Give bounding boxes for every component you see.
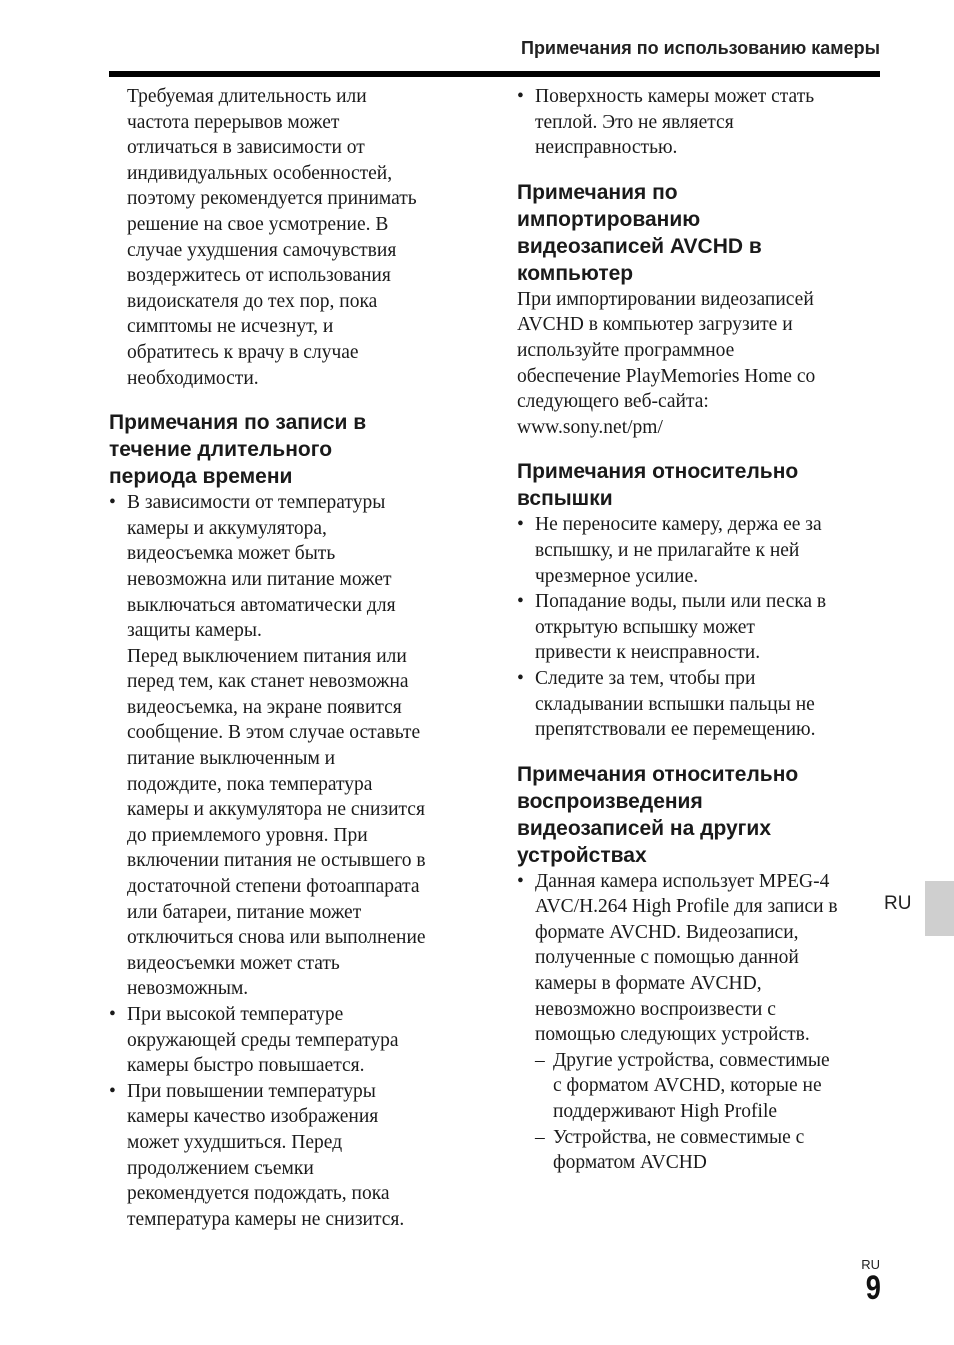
list-item: [109, 1002, 481, 1079]
right-column: [517, 84, 883, 1176]
list-item: [517, 869, 883, 1176]
text-line: невозможным.: [127, 978, 249, 1000]
list-item: [517, 84, 883, 161]
text-line: решение на свое усмотрение. В: [127, 213, 389, 235]
text-line: чрезмерное усилие.: [535, 565, 699, 587]
text-line: камеры и аккумулятора,: [127, 517, 327, 539]
text-line: может ухудшиться. Перед: [127, 1131, 343, 1153]
text-line: формате AVCHD. Видеозаписи,: [535, 921, 799, 943]
text-line: видеосъемка, на экране появится: [127, 696, 402, 718]
text-line: • В зависимости от температуры: [127, 492, 386, 514]
text-line: или батареи, питание может: [127, 901, 362, 923]
text-line: температура камеры не снизится.: [127, 1208, 405, 1230]
text-line: поэтому рекомендуется принимать: [127, 188, 417, 210]
heading-line: вспышки: [517, 487, 613, 511]
heading-line: видеозаписей AVCHD в: [517, 234, 762, 258]
text-line: • Следите за тем, чтобы при: [535, 667, 756, 689]
text-line: до приемлемого уровня. При: [127, 824, 368, 846]
heading-line: Примечания относительно: [517, 460, 799, 484]
text-line: открытую вспышку может: [535, 616, 755, 638]
side-tab-label: RU: [884, 893, 912, 914]
text-line: сообщение. В этом случае оставьте: [127, 722, 421, 744]
heading-line: Примечания относительно: [517, 762, 799, 786]
text-line: воздержитесь от использования: [127, 265, 391, 287]
text-line: подождите, пока температура: [127, 773, 373, 795]
text-line: продолжением съемки: [127, 1157, 314, 1179]
avchd-import-paragraph: [517, 287, 883, 441]
text-line: вспышку, и не прилагайте к ней: [535, 539, 800, 561]
heading-line: импортированию: [517, 207, 701, 231]
text-line: видеосъемка может быть: [127, 543, 336, 565]
text-line: с форматом AVCHD, которые не: [553, 1075, 822, 1097]
text-line: обеспечение PlayMemories Home со: [517, 365, 816, 387]
intro-paragraph: [109, 84, 481, 391]
heading-line: устройствах: [517, 843, 647, 867]
text-line: форматом AVCHD: [553, 1152, 707, 1174]
heading-line: Примечания по: [517, 180, 678, 204]
text-line: рекомендуется подождать, пока: [127, 1183, 390, 1205]
section-heading-avchd-import: [517, 179, 883, 287]
device-dash-list: [535, 1048, 883, 1176]
text-line: – Устройства, не совместимые с: [553, 1126, 805, 1148]
text-line: индивидуальных особенностей,: [127, 162, 393, 184]
text-line: AVCHD в компьютер загрузите и: [517, 314, 793, 336]
text-line: • При повышении температуры: [127, 1080, 376, 1102]
text-line: помощью следующих устройств.: [535, 1024, 810, 1046]
text-line: необходимости.: [127, 367, 259, 389]
heading-line: течение длительного: [109, 438, 333, 462]
text-line: обратитесь к врачу в случае: [127, 341, 359, 363]
text-line: • Попадание воды, пыли или песка в: [535, 591, 827, 613]
text-line: При импортировании видеозаписей: [517, 288, 814, 310]
text-line: окружающей среды температура: [127, 1029, 399, 1051]
dash-item: [535, 1125, 883, 1176]
playback-bullets: [517, 869, 883, 1176]
text-line: камеры и аккумулятора не снизится: [127, 799, 425, 821]
text-line: препятствовали ее перемещению.: [535, 719, 816, 741]
flash-bullets: [517, 512, 883, 742]
text-line: привести к неисправности.: [535, 642, 761, 664]
text-line: • Поверхность камеры может стать: [535, 86, 815, 107]
list-item: [517, 666, 883, 743]
text-line: камеры качество изображения: [127, 1106, 379, 1128]
text-line: видоискателя до тех пор, пока: [127, 290, 378, 312]
text-line: видеосъемки может стать: [127, 952, 340, 974]
list-item: [109, 490, 481, 1002]
footer-language: RU: [861, 1257, 880, 1272]
heading-line: воспроизведения: [517, 789, 703, 813]
warm-surface-bullets: [517, 84, 883, 161]
left-column: [109, 84, 481, 1232]
page-header-title: Примечания по использованию камеры: [521, 38, 880, 58]
text-line: • Не переносите камеру, держа ее за: [535, 514, 822, 536]
text-line: используйте программное: [517, 339, 735, 361]
text-line: камеры быстро повышается.: [127, 1055, 365, 1077]
text-line: • При высокой температуре: [127, 1004, 344, 1025]
section-heading-flash: [517, 458, 883, 512]
text-line: частота перерывов может: [127, 111, 340, 133]
text-line: отключиться снова или выполнение: [127, 927, 426, 949]
text-line: защиты камеры.: [127, 620, 262, 642]
list-item: [517, 512, 883, 589]
text-line: питание выключенным и: [127, 748, 336, 770]
list-item: [109, 1079, 481, 1233]
header-rule: [109, 71, 880, 77]
heading-line: периода времени: [109, 465, 293, 489]
language-side-tab: [925, 881, 954, 936]
heading-line: Примечания по записи в: [109, 411, 367, 435]
text-line: камеры в формате AVCHD,: [535, 973, 762, 995]
text-line: симптомы не исчезнут, и: [127, 316, 334, 338]
list-item: [517, 589, 883, 666]
heading-line: компьютер: [517, 261, 634, 285]
dash-item: [535, 1048, 883, 1125]
text-line: случае ухудшения самочувствия: [127, 239, 397, 261]
text-line: AVC/H.264 High Profile для записи в: [535, 896, 838, 918]
section-heading-long-recording: [109, 409, 481, 490]
page-number: 9: [865, 1269, 881, 1307]
text-line: – Другие устройства, совместимые: [553, 1049, 830, 1071]
text-line: неисправностью.: [535, 137, 678, 159]
text-line: включении питания не остывшего в: [127, 850, 426, 872]
text-line: невозможно воспроизвести с: [535, 998, 776, 1020]
text-line: выключаться автоматически для: [127, 594, 396, 616]
text-line: поддерживают High Profile: [553, 1101, 778, 1123]
website-link-text: www.sony.net/pm/: [517, 416, 663, 438]
text-line: • Данная камера использует MPEG-4: [535, 870, 830, 892]
text-line: Требуемая длительность или: [127, 86, 367, 107]
text-line: невозможна или питание может: [127, 568, 392, 590]
text-line: отличаться в зависимости от: [127, 137, 365, 159]
text-line: полученные с помощью данной: [535, 947, 799, 969]
text-line: следующего веб-сайта:: [517, 391, 709, 413]
text-line: теплой. Это не является: [535, 111, 734, 133]
text-line: складывании вспышки пальцы не: [535, 693, 815, 715]
heading-line: видеозаписей на других: [517, 816, 772, 840]
text-line: Перед выключением питания или: [127, 645, 407, 667]
long-recording-bullets: [109, 490, 481, 1232]
text-line: достаточной степени фотоаппарата: [127, 876, 420, 898]
text-line: перед тем, как станет невозможна: [127, 671, 409, 693]
section-heading-playback: [517, 761, 883, 869]
